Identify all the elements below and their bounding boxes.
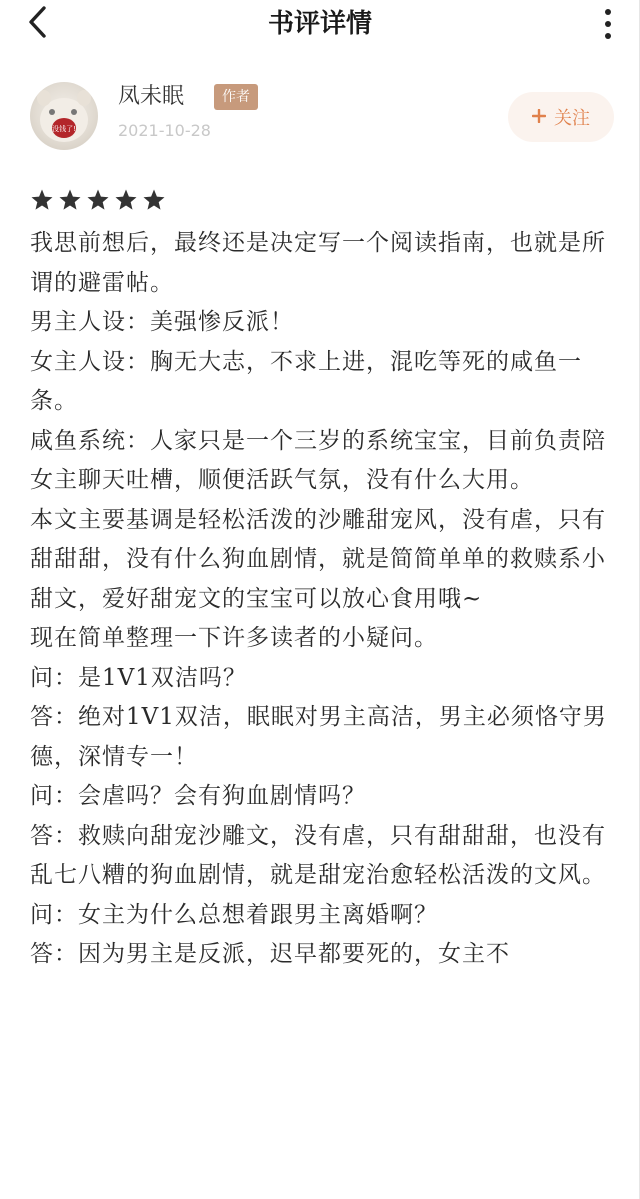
review-paragraph: 答：绝对1V1双洁，眠眠对男主高洁，男主必须恪守男德，深情专一！: [30, 704, 607, 770]
follow-button[interactable]: [508, 92, 614, 142]
review-body: [30, 224, 610, 975]
plus-icon: [532, 107, 546, 128]
star-icon: [30, 188, 54, 212]
star-rating: [30, 188, 166, 212]
star-icon: [58, 188, 82, 212]
review-paragraph: 本文主要基调是轻松活泼的沙雕甜宠风，没有虐，只有甜甜甜，没有什么狗血剧情，就是简简单单的救赎系小甜文，爱好甜宠文的宝宝可以放心食用哦~: [30, 506, 606, 612]
review-paragraph: 答：因为男主是反派，迟早都要死的，女主不: [30, 941, 510, 967]
star-icon: [86, 188, 110, 212]
review-paragraph: 女主人设：胸无大志，不求上进，混吃等死的咸鱼一条。: [30, 348, 582, 414]
more-dot: [605, 21, 611, 27]
review-paragraph: 问：女主为什么总想着跟男主离婚啊？: [30, 901, 438, 928]
more-dot: [605, 33, 611, 39]
review-paragraph: 问：会虐吗？会有狗血剧情吗？: [30, 783, 366, 809]
star-icon: [114, 188, 138, 212]
review-paragraph: 我思前想后，最终还是决定写一个阅读指南，也就是所谓的避雷帖。: [30, 230, 606, 296]
more-options-button[interactable]: [594, 4, 622, 44]
star-icon: [142, 188, 166, 212]
avatar-image: [30, 82, 98, 150]
author-name[interactable]: 凤未眠: [118, 84, 185, 109]
avatar-text: 没钱了!: [52, 125, 76, 133]
more-dots-icon: [605, 9, 611, 15]
top-bar: [0, 0, 640, 48]
review-paragraph: 答：救赎向甜宠沙雕文，没有虐，只有甜甜甜，也没有乱七八糟的狗血剧情，就是甜宠治愈轻松活泼的文风。: [30, 822, 606, 888]
page-title: 书评详情: [267, 9, 372, 39]
avatar[interactable]: [30, 82, 98, 150]
review-paragraph: 问：是1V1双洁吗？: [30, 664, 247, 691]
post-date: 2021-10-28: [118, 121, 211, 140]
review-paragraph: 男主人设：美强惨反派！: [30, 309, 294, 335]
follow-label: 关注: [554, 108, 590, 129]
author-row: [0, 78, 640, 158]
author-badge: 作者: [214, 84, 258, 110]
review-paragraph: 咸鱼系统：人家只是一个三岁的系统宝宝，目前负责陪女主聊天吐槽，顺便活跃气氛，没有什么大用。: [30, 427, 606, 493]
review-paragraph: 现在简单整理一下许多读者的小疑问。: [30, 625, 438, 651]
